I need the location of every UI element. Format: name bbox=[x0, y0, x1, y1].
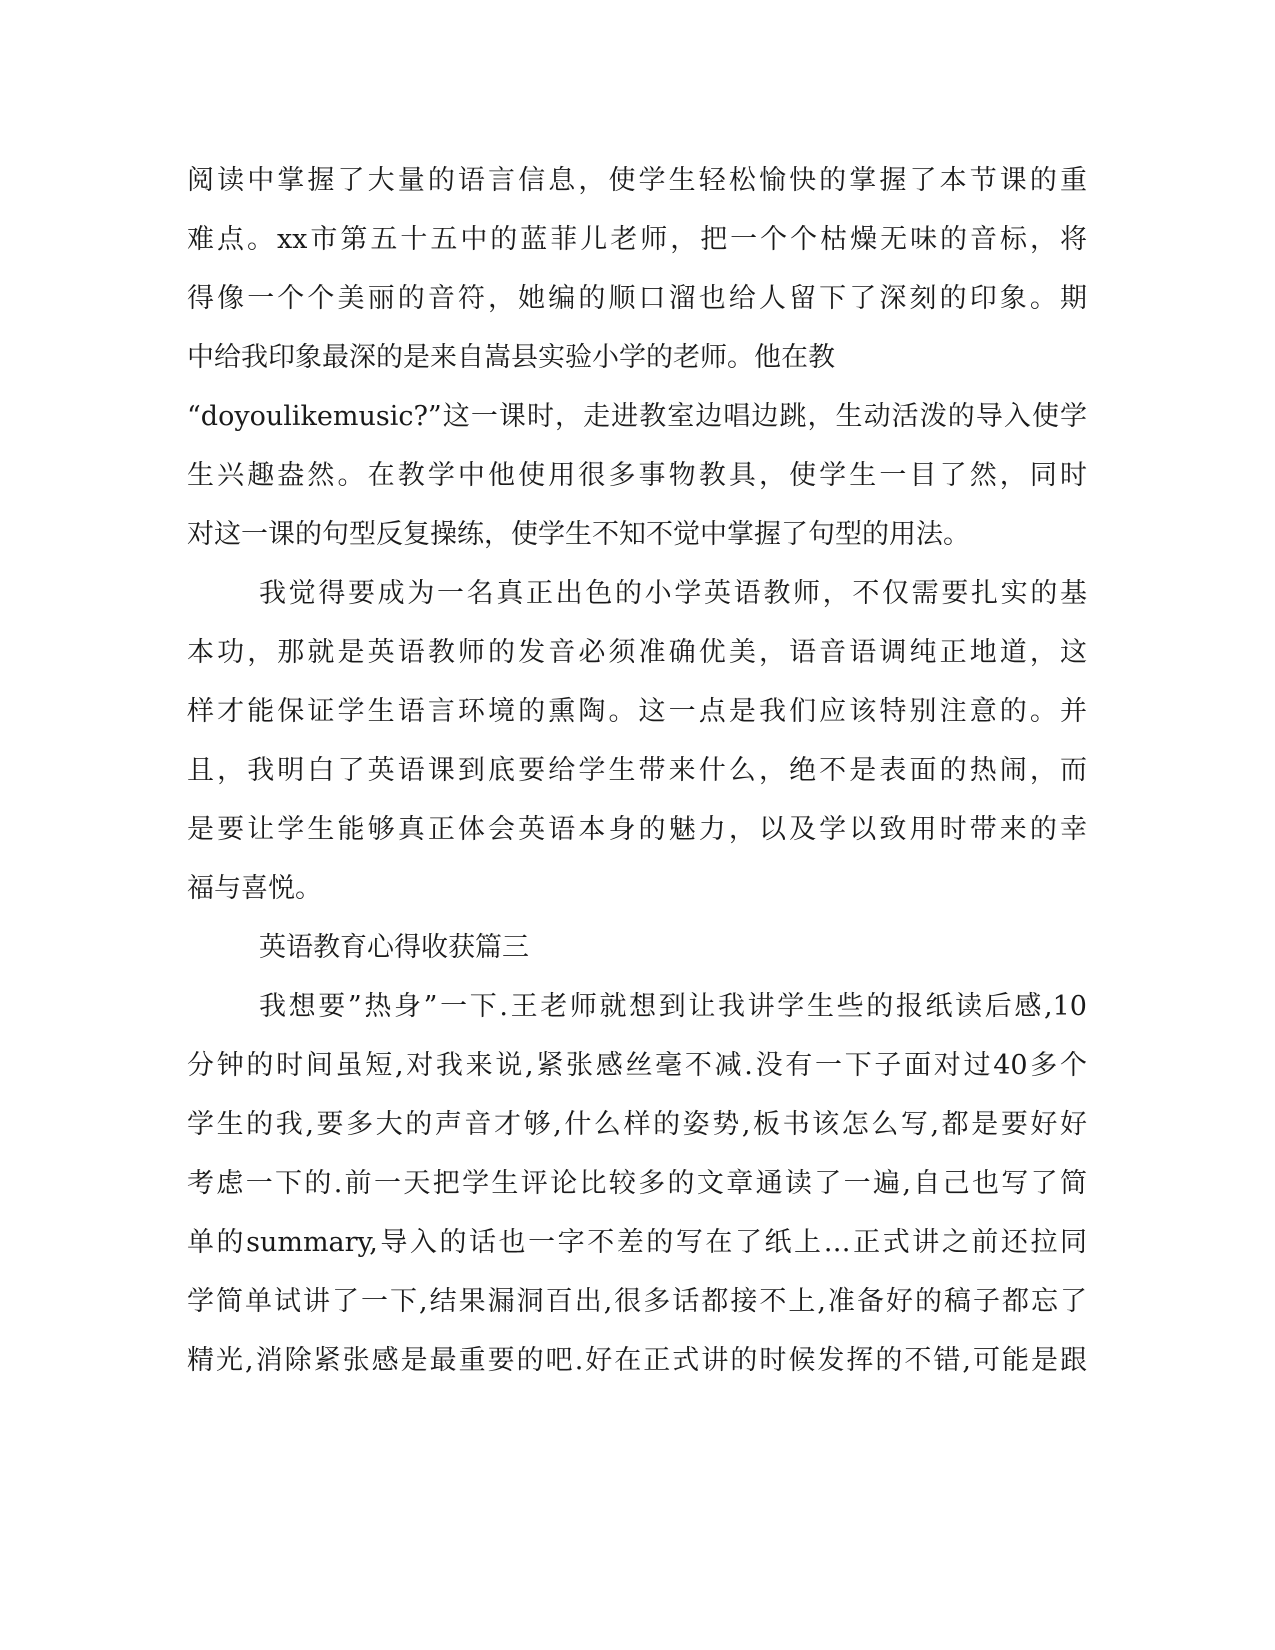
text-line: 学生的我,要多大的声音才够,什么样的姿势,板书该怎么写,都是要好好 bbox=[187, 1109, 1087, 1140]
text-line: 且，我明白了英语课到底要给学生带来什么，绝不是表面的热闹，而 bbox=[187, 755, 1087, 786]
text-line: 分钟的时间虽短,对我来说,紧张感丝毫不减.没有一下子面对过40多个 bbox=[187, 1050, 1087, 1081]
text-line: 考虑一下的.前一天把学生评论比较多的文章通读了一遍,自己也写了简 bbox=[187, 1168, 1087, 1199]
text-line: 我想要”热身”一下.王老师就想到让我讲学生些的报纸读后感,10 bbox=[259, 991, 1087, 1022]
text-line: 阅读中掌握了大量的语言信息，使学生轻松愉快的掌握了本节课的重 bbox=[187, 165, 1087, 196]
text-line: 中给我印象最深的是来自嵩县实验小学的老师。他在教 bbox=[187, 342, 835, 373]
text-line: 得像一个个美丽的音符，她编的顺口溜也给人留下了深刻的印象。期 bbox=[187, 283, 1087, 314]
text-line: 是要让学生能够真正体会英语本身的魅力，以及学以致用时带来的幸 bbox=[187, 814, 1087, 845]
text-line: 福与喜悦。 bbox=[187, 873, 322, 904]
section-heading: 英语教育心得收获篇三 bbox=[259, 932, 529, 963]
text-line: 样才能保证学生语言环境的熏陶。这一点是我们应该特别注意的。并 bbox=[187, 696, 1087, 727]
text-line: 学简单试讲了一下,结果漏洞百出,很多话都接不上,准备好的稿子都忘了 bbox=[187, 1286, 1087, 1317]
text-line: 对这一课的句型反复操练，使学生不知不觉中掌握了句型的用法。 bbox=[187, 519, 970, 550]
text-line: “doyoulikemusic?”这一课时，走进教室边唱边跳，生动活泼的导入使学 bbox=[187, 401, 1087, 432]
text-line: 我觉得要成为一名真正出色的小学英语教师，不仅需要扎实的基 bbox=[259, 578, 1087, 609]
text-line: 精光,消除紧张感是最重要的吧.好在正式讲的时候发挥的不错,可能是跟 bbox=[187, 1345, 1087, 1376]
text-line: 难点。xx市第五十五中的蓝菲儿老师，把一个个枯燥无味的音标，将 bbox=[187, 224, 1087, 255]
text-line: 本功，那就是英语教师的发音必须准确优美，语音语调纯正地道，这 bbox=[187, 637, 1087, 668]
text-line: 生兴趣盎然。在教学中他使用很多事物教具，使学生一目了然，同时 bbox=[187, 460, 1087, 491]
text-line: 单的summary,导入的话也一字不差的写在了纸上…正式讲之前还拉同 bbox=[187, 1227, 1087, 1258]
